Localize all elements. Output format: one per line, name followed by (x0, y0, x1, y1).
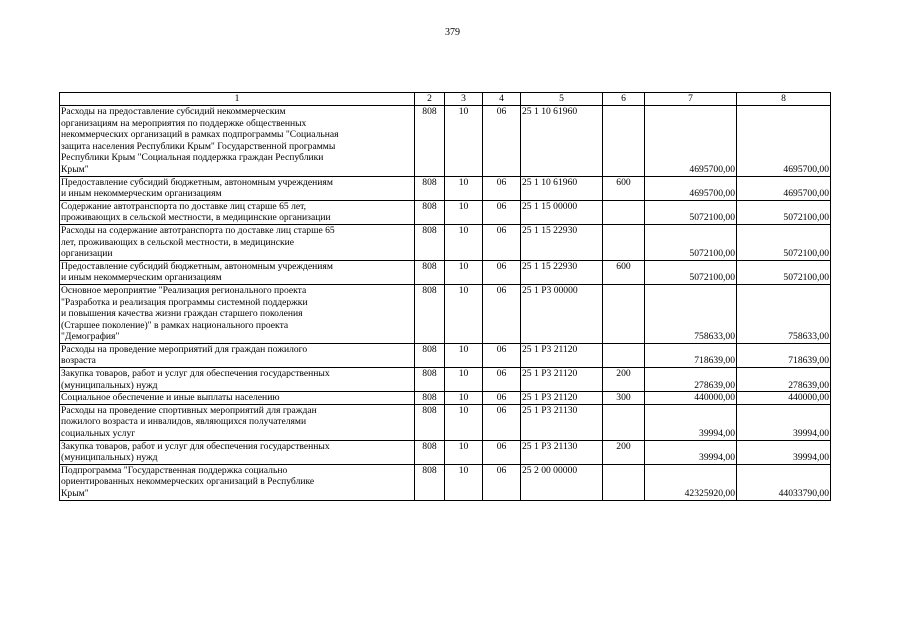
amount-year1-cell: 5072100,00 (645, 260, 737, 284)
amount-year2-cell: 5072100,00 (737, 224, 831, 260)
amount-year2-cell: 5072100,00 (737, 260, 831, 284)
target-article-cell: 25 1 P3 21130 (521, 404, 603, 440)
section-code-cell: 10 (445, 392, 483, 405)
expense-type-cell (603, 284, 645, 343)
subsection-code-cell: 06 (483, 404, 521, 440)
table-row (60, 284, 831, 343)
section-code-cell: 10 (445, 284, 483, 343)
subsection-code-cell: 06 (483, 176, 521, 200)
subsection-code-cell: 06 (483, 224, 521, 260)
ministry-code-cell: 808 (415, 404, 445, 440)
subsection-code-cell: 06 (483, 284, 521, 343)
section-code-cell: 10 (445, 200, 483, 224)
table-row (60, 464, 831, 500)
item-name-cell: Расходы на проведение мероприятий для граждан пожилого возраста (60, 343, 415, 367)
expense-type-cell (603, 224, 645, 260)
target-article-cell: 25 1 15 22930 (521, 260, 603, 284)
expense-type-cell: 200 (603, 368, 645, 392)
target-article-cell: 25 1 P3 21130 (521, 440, 603, 464)
ministry-code-cell: 808 (415, 440, 445, 464)
subsection-code-cell: 06 (483, 260, 521, 284)
ministry-code-cell: 808 (415, 392, 445, 405)
ministry-code-cell: 808 (415, 176, 445, 200)
header-cell-3: 3 (445, 93, 483, 106)
page-number: 379 (445, 27, 460, 38)
amount-year2-cell: 5072100,00 (737, 200, 831, 224)
item-name-cell: Основное мероприятие "Реализация регионального проекта "Разработка и реализация программы системной поддержки и повышения качества жизни граждан старшего поколения (Старшее поколение)" в рамках национального проекта "Демография" (60, 284, 415, 343)
subsection-code-cell: 06 (483, 200, 521, 224)
header-cell-4: 4 (483, 93, 521, 106)
expense-type-cell (603, 404, 645, 440)
target-article-cell: 25 1 P3 21120 (521, 343, 603, 367)
subsection-code-cell: 06 (483, 464, 521, 500)
item-name-cell: Предоставление субсидий бюджетным, автономным учреждениям и иным некоммерческим организациям (60, 260, 415, 284)
table-row (60, 392, 831, 405)
amount-year1-cell: 39994,00 (645, 440, 737, 464)
header-cell-1: 1 (60, 93, 415, 106)
expense-type-cell (603, 343, 645, 367)
expense-type-cell (603, 200, 645, 224)
section-code-cell: 10 (445, 224, 483, 260)
ministry-code-cell: 808 (415, 343, 445, 367)
amount-year2-cell: 440000,00 (737, 392, 831, 405)
amount-year2-cell: 278639,00 (737, 368, 831, 392)
header-cell-5: 5 (521, 93, 603, 106)
section-code-cell: 10 (445, 343, 483, 367)
subsection-code-cell: 06 (483, 440, 521, 464)
amount-year2-cell: 758633,00 (737, 284, 831, 343)
target-article-cell: 25 2 00 00000 (521, 464, 603, 500)
amount-year1-cell: 42325920,00 (645, 464, 737, 500)
amount-year1-cell: 440000,00 (645, 392, 737, 405)
ministry-code-cell: 808 (415, 368, 445, 392)
ministry-code-cell: 808 (415, 224, 445, 260)
item-name-cell: Содержание автотранспорта по доставке лиц старше 65 лет, проживающих в сельской местности, в медицинские организации (60, 200, 415, 224)
section-code-cell: 10 (445, 368, 483, 392)
amount-year2-cell: 4695700,00 (737, 176, 831, 200)
expense-type-cell: 200 (603, 440, 645, 464)
target-article-cell: 25 1 P3 00000 (521, 284, 603, 343)
target-article-cell: 25 1 P3 21120 (521, 392, 603, 405)
target-article-cell: 25 1 10 61960 (521, 176, 603, 200)
item-name-cell: Подпрограмма "Государственная поддержка социально ориентированных некоммерческих организаций в Республике Крым" (60, 464, 415, 500)
amount-year1-cell: 5072100,00 (645, 200, 737, 224)
expense-type-cell (603, 106, 645, 177)
section-code-cell: 10 (445, 440, 483, 464)
item-name-cell: Закупка товаров, работ и услуг для обеспечения государственных (муниципальных) нужд (60, 368, 415, 392)
target-article-cell: 25 1 P3 21120 (521, 368, 603, 392)
ministry-code-cell: 808 (415, 464, 445, 500)
table-row (60, 404, 831, 440)
ministry-code-cell: 808 (415, 260, 445, 284)
ministry-code-cell: 808 (415, 200, 445, 224)
subsection-code-cell: 06 (483, 343, 521, 367)
header-cell-6: 6 (603, 93, 645, 106)
amount-year1-cell: 39994,00 (645, 404, 737, 440)
table-row (60, 106, 831, 177)
table-row (60, 260, 831, 284)
table-row (60, 200, 831, 224)
item-name-cell: Расходы на предоставление субсидий некоммерческим организациям на мероприятия по поддержке общественных некоммерческих организаций в рамках подпрограммы "Социальная защита населения Республики Крым" Государственной программы Республики Крым "Социальная поддержка граждан Республики Крым" (60, 106, 415, 177)
amount-year2-cell: 39994,00 (737, 404, 831, 440)
item-name-cell: Расходы на содержание автотранспорта по доставке лиц старше 65 лет, проживающих в сельской местности, в медицинские организации (60, 224, 415, 260)
budget-table (59, 92, 831, 501)
subsection-code-cell: 06 (483, 106, 521, 177)
section-code-cell: 10 (445, 260, 483, 284)
table-row (60, 343, 831, 367)
table-row (60, 224, 831, 260)
amount-year1-cell: 718639,00 (645, 343, 737, 367)
amount-year2-cell: 718639,00 (737, 343, 831, 367)
expense-type-cell: 600 (603, 176, 645, 200)
table-row (60, 440, 831, 464)
ministry-code-cell: 808 (415, 106, 445, 177)
subsection-code-cell: 06 (483, 368, 521, 392)
amount-year1-cell: 758633,00 (645, 284, 737, 343)
amount-year1-cell: 4695700,00 (645, 176, 737, 200)
amount-year1-cell: 4695700,00 (645, 106, 737, 177)
header-cell-2: 2 (415, 93, 445, 106)
table-row (60, 176, 831, 200)
section-code-cell: 10 (445, 404, 483, 440)
amount-year2-cell: 4695700,00 (737, 106, 831, 177)
item-name-cell: Расходы на проведение спортивных мероприятий для граждан пожилого возраста и инвалидов, являющихся получателями социальных услуг (60, 404, 415, 440)
item-name-cell: Предоставление субсидий бюджетным, автономным учреждениям и иным некоммерческим организациям (60, 176, 415, 200)
expense-type-cell (603, 464, 645, 500)
table-row (60, 368, 831, 392)
subsection-code-cell: 06 (483, 392, 521, 405)
expense-type-cell: 600 (603, 260, 645, 284)
amount-year2-cell: 39994,00 (737, 440, 831, 464)
expense-type-cell: 300 (603, 392, 645, 405)
target-article-cell: 25 1 10 61960 (521, 106, 603, 177)
amount-year1-cell: 278639,00 (645, 368, 737, 392)
amount-year1-cell: 5072100,00 (645, 224, 737, 260)
table-header-row (60, 93, 831, 106)
ministry-code-cell: 808 (415, 284, 445, 343)
amount-year2-cell: 44033790,00 (737, 464, 831, 500)
target-article-cell: 25 1 15 00000 (521, 200, 603, 224)
section-code-cell: 10 (445, 106, 483, 177)
item-name-cell: Закупка товаров, работ и услуг для обеспечения государственных (муниципальных) нужд (60, 440, 415, 464)
target-article-cell: 25 1 15 22930 (521, 224, 603, 260)
section-code-cell: 10 (445, 176, 483, 200)
header-cell-7: 7 (645, 93, 737, 106)
section-code-cell: 10 (445, 464, 483, 500)
header-cell-8: 8 (737, 93, 831, 106)
item-name-cell: Социальное обеспечение и иные выплаты населению (60, 392, 415, 405)
